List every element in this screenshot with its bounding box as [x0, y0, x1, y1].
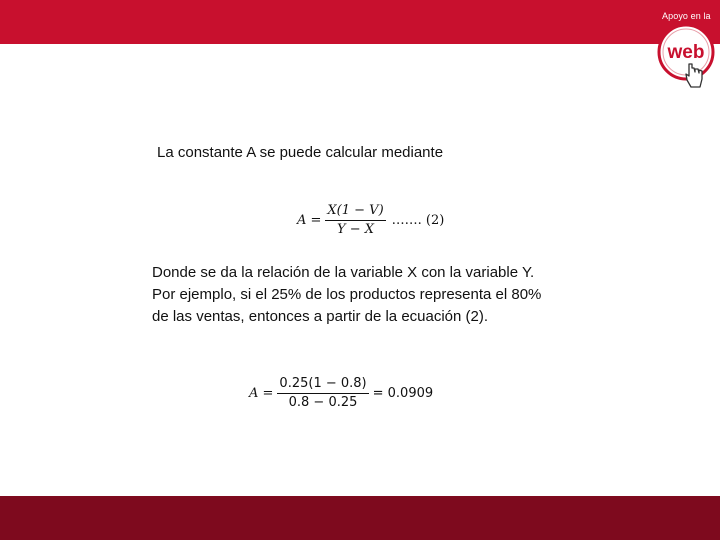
formula-general-numerator: X(1 − V) [325, 203, 385, 221]
formula-general-lhs: A = [297, 213, 322, 228]
web-logo-icon[interactable] [656, 20, 720, 94]
formula-example-lhs: A = [249, 386, 274, 401]
formula-example-numerator: 0.25(1 − 0.8) [277, 376, 368, 394]
logo-caption: Apoyo en la [662, 11, 711, 21]
formula-general-denominator: Y − X [337, 222, 375, 237]
formula-example-result: = 0.0909 [372, 386, 434, 401]
formula-example-denominator: 0.8 − 0.25 [288, 395, 358, 410]
logo-text: web [667, 42, 705, 63]
formula-example [249, 376, 433, 411]
explanation-paragraph [152, 262, 602, 328]
paragraph-line: Donde se da la relación de la variable X con la variable Y. [152, 264, 535, 281]
formula-example-fraction [277, 376, 368, 411]
paragraph-line: Por ejemplo, si el 25% de los productos representa el 80% [152, 286, 542, 303]
paragraph-line: de las ventas, entonces a partir de la ecuación (2). [152, 308, 489, 325]
intro-text: La constante A se puede calcular mediante [157, 144, 444, 161]
formula-general-fraction [325, 203, 385, 238]
footer-bar [0, 496, 720, 540]
formula-general [297, 203, 444, 238]
header-bar [0, 0, 720, 44]
formula-general-tag: ……. (2) [391, 213, 445, 228]
